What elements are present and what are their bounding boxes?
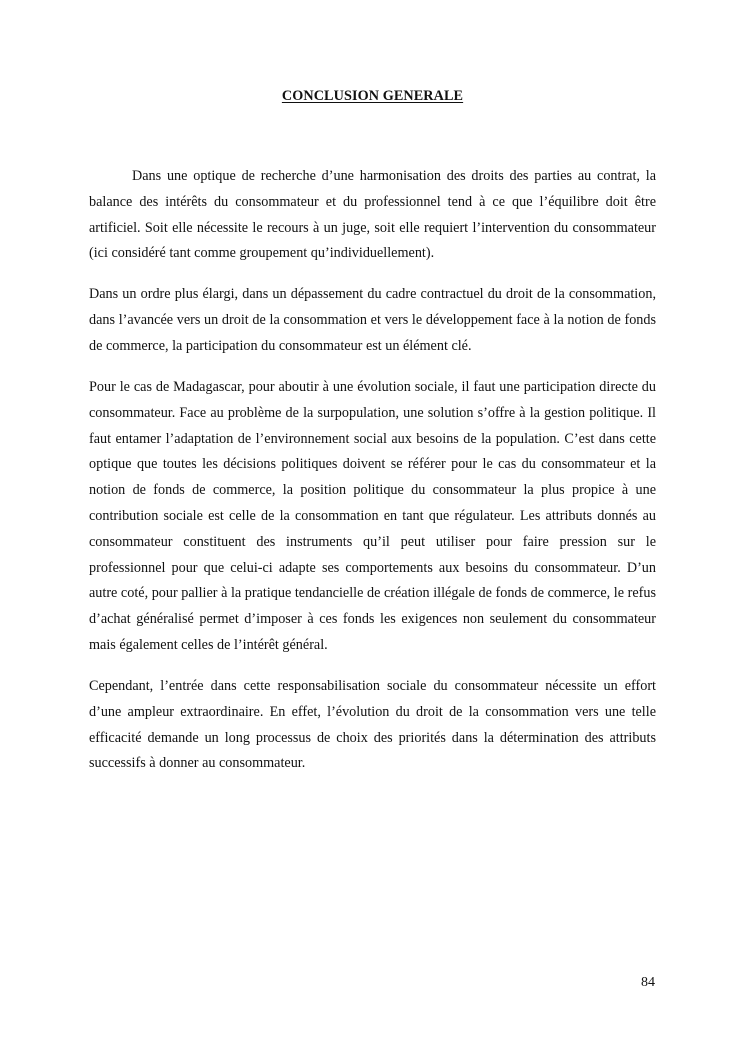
page-title: CONCLUSION GENERALE: [281, 88, 464, 104]
paragraph-4: Cependant, l’entrée dans cette responsabilisation sociale du consommateur nécessite un effort d’une ampleur extraordinaire. En effet, l’évolution du droit de la consommation vers une telle efficacité demande un long processus de choix des priorités dans la détermination des attributs successifs à donner au consommateur.: [89, 677, 656, 772]
paragraph-1: Dans une optique de recherche d’une harmonisation des droits des parties au contrat, la balance des intérêts du consommateur et du professionnel tend à ce que l’équilibre doit être artificiel. Soit elle nécessite le recours à un juge, soit elle requiert l’intervention du consommateur (ici considéré tant comme groupement qu’individuellement).: [89, 168, 656, 262]
paragraph-2: Dans un ordre plus élargi, dans un dépassement du cadre contractuel du droit de la consommation, dans l’avancée vers un droit de la consommation et vers le développement face à la notion de fonds de commerce, la participation du consommateur est un élément clé.: [89, 286, 656, 354]
document-body: [89, 164, 656, 792]
page-number: 84: [641, 975, 655, 990]
paragraph-3: Pour le cas de Madagascar, pour aboutir à une évolution sociale, il faut une participation directe du consommateur. Face au problème de la surpopulation, une solution s’offre à la gestion politique. Il faut entamer l’adaptation de l’environnement social aux besoins de la population. C’est dans cette optique que toutes les décisions politiques doivent se référer pour le cas du consommateur et la notion de fonds de commerce, la position politique du consommateur la plus propice à une contribution sociale est celle de la consommation en tant que régulateur. Les attributs donnés au consommateur constituent des instruments qu’il peut utiliser pour faire pression sur le professionnel pour que celui-ci adapte ses comportements aux besoins du consommateur. D’un autre coté, pour pallier à la pratique tendancielle de création illégale de fonds de commerce, le refus d’achat généralisé permet d’imposer à ces fonds les exigences non seulement du consommateur mais également celles de l’intérêt général.: [89, 378, 656, 653]
